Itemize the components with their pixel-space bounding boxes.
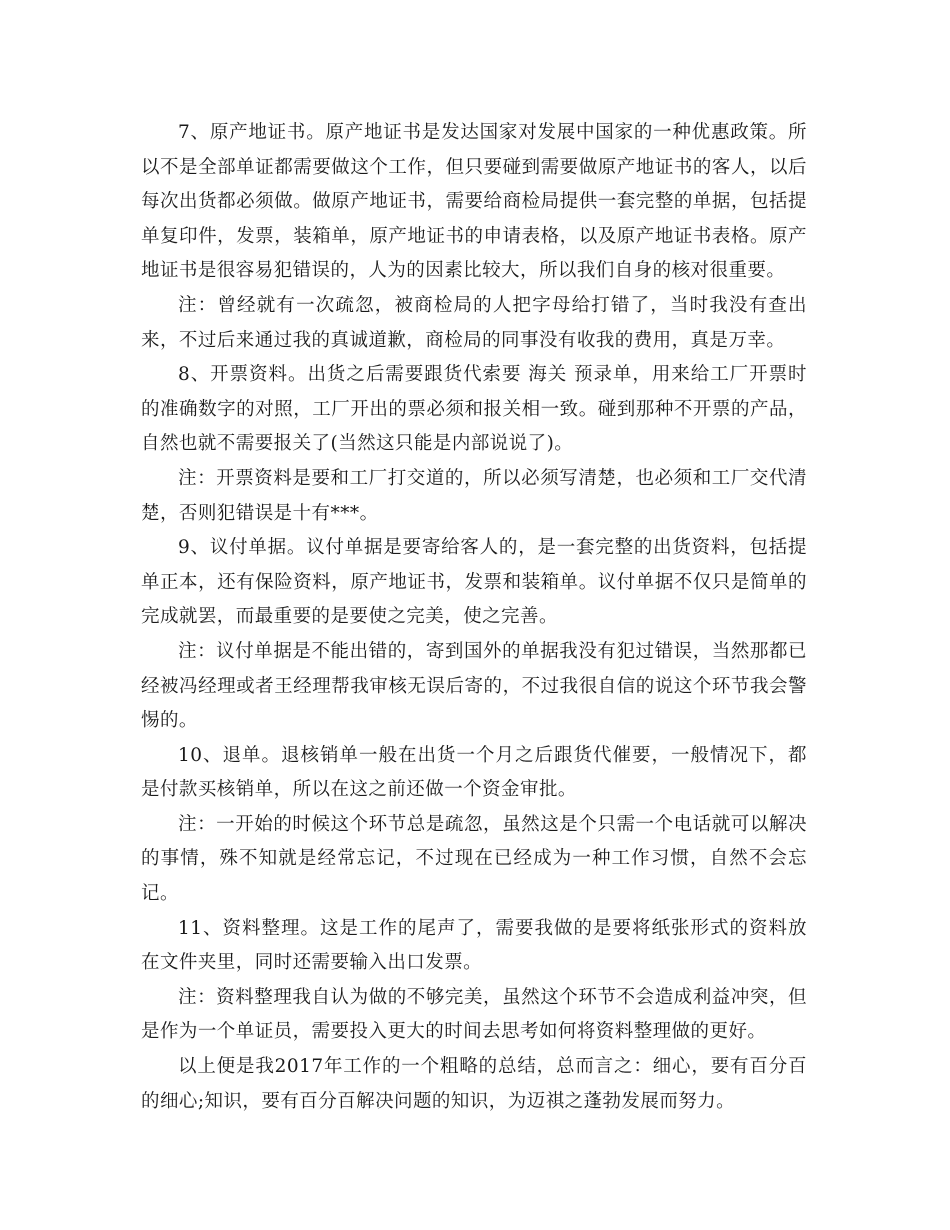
paragraph-return-forms: 10、退单。退核销单一般在出货一个月之后跟货代催要，一般情况下，都是付款买核销单，所以在这之前还做一个资金审批。 xyxy=(141,744,807,801)
paragraph-note-invoice: 注：开票资料是要和工厂打交道的，所以必须写清楚，也必须和工厂交代清楚，否则犯错误是十有***。 xyxy=(141,467,807,524)
paragraph-note-certificate: 注：曾经就有一次疏忽，被商检局的人把字母给打错了，当时我没有查出来，不过后来通过我的真诚道歉，商检局的同事没有收我的费用，真是万幸。 xyxy=(141,294,807,351)
paragraph-negotiation-documents: 9、议付单据。议付单据是要寄给客人的，是一套完整的出货资料，包括提单正本，还有保险资料，原产地证书，发票和装箱单。议付单据不仅只是简单的完成就罢，而最重要的是要使之完美，使之完善。 xyxy=(141,537,807,628)
paragraph-data-organization: 11、资料整理。这是工作的尾声了，需要我做的是要将纸张形式的资料放在文件夹里，同时还需要输入出口发票。 xyxy=(141,917,807,974)
paragraph-invoice-data: 8、开票资料。出货之后需要跟货代索要 海关 预录单，用来给工厂开票时的准确数字的对照，工厂开出的票必须和报关相一致。碰到那种不开票的产品，自然也就不需要报关了(当然这只能是内部说说了)。 xyxy=(141,364,807,455)
paragraph-note-return: 注：一开始的时候这个环节总是疏忽，虽然这是个只需一个电话就可以解决的事情，殊不知就是经常忘记，不过现在已经成为一种工作习惯，自然不会忘记。 xyxy=(141,813,807,905)
paragraph-note-organization: 注：资料整理我自认为做的不够完美，虽然这个环节不会造成利益冲突，但是作为一个单证员，需要投入更大的时间去思考如何将资料整理做的更好。 xyxy=(141,986,807,1043)
document-page xyxy=(141,116,807,1119)
paragraph-certificate-of-origin: 7、原产地证书。原产地证书是发达国家对发展中国家的一种优惠政策。所以不是全部单证都需要做这个工作，但只要碰到需要做原产地证书的客人，以后每次出货都必须做。做原产地证书，需要给商检局提供一套完整的单据，包括提单复印件，发票，装箱单，原产地证书的申请表格，以及原产地证书表格。原产地证书是很容易犯错误的，人为的因素比较大，所以我们自身的核对很重要。 xyxy=(141,122,807,282)
paragraph-note-negotiation: 注：议付单据是不能出错的，寄到国外的单据我没有犯过错误，当然那都已经被冯经理或者王经理帮我审核无误后寄的，不过我很自信的说这个环节我会警惕的。 xyxy=(141,640,807,732)
paragraph-summary: 以上便是我2017年工作的一个粗略的总结，总而言之：细心，要有百分百的细心;知识，要有百分百解决问题的知识，为迈祺之蓬勃发展而努力。 xyxy=(141,1056,807,1112)
